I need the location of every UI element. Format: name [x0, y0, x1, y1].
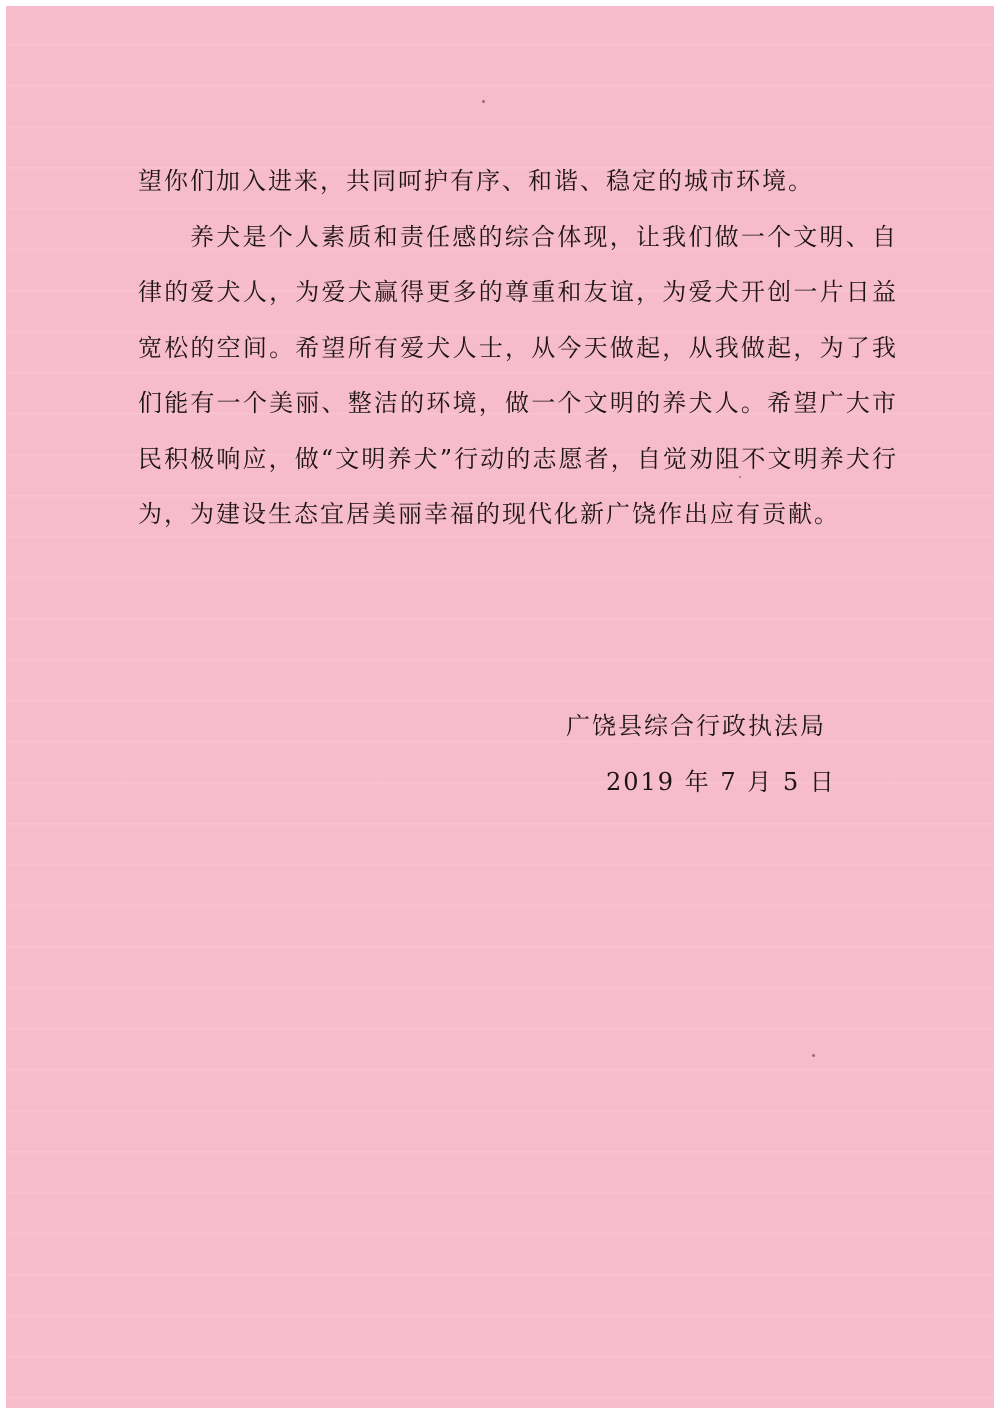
paper-speck [812, 1054, 815, 1057]
paragraph-continuation: 望你们加入进来，共同呵护有序、和谐、稳定的城市环境。 [138, 167, 814, 195]
letter-body [138, 154, 898, 543]
signature-block [566, 706, 886, 802]
signature-organization: 广饶县综合行政执法局 [566, 712, 826, 740]
paragraph-main: 养犬是个人素质和责任感的综合体现，让我们做一个文明、自律的爱犬人，为爱犬赢得更多的尊重和友谊，为爱犬开创一片日益宽松的空间。希望所有爱犬人士，从今天做起，从我做起，为了我们能有一个美丽、整洁的环境，做一个文明的养犬人。希望广大市民积极响应，做“文明养犬”行动的志愿者，自觉劝阻不文明养犬行为，为建设生态宜居美丽幸福的现代化新广饶作出应有贡献。 [138, 222, 898, 528]
paper-speck [482, 100, 485, 103]
signature-date: 2019 年 7 月 5 日 [606, 768, 836, 796]
document-page [6, 6, 994, 1408]
